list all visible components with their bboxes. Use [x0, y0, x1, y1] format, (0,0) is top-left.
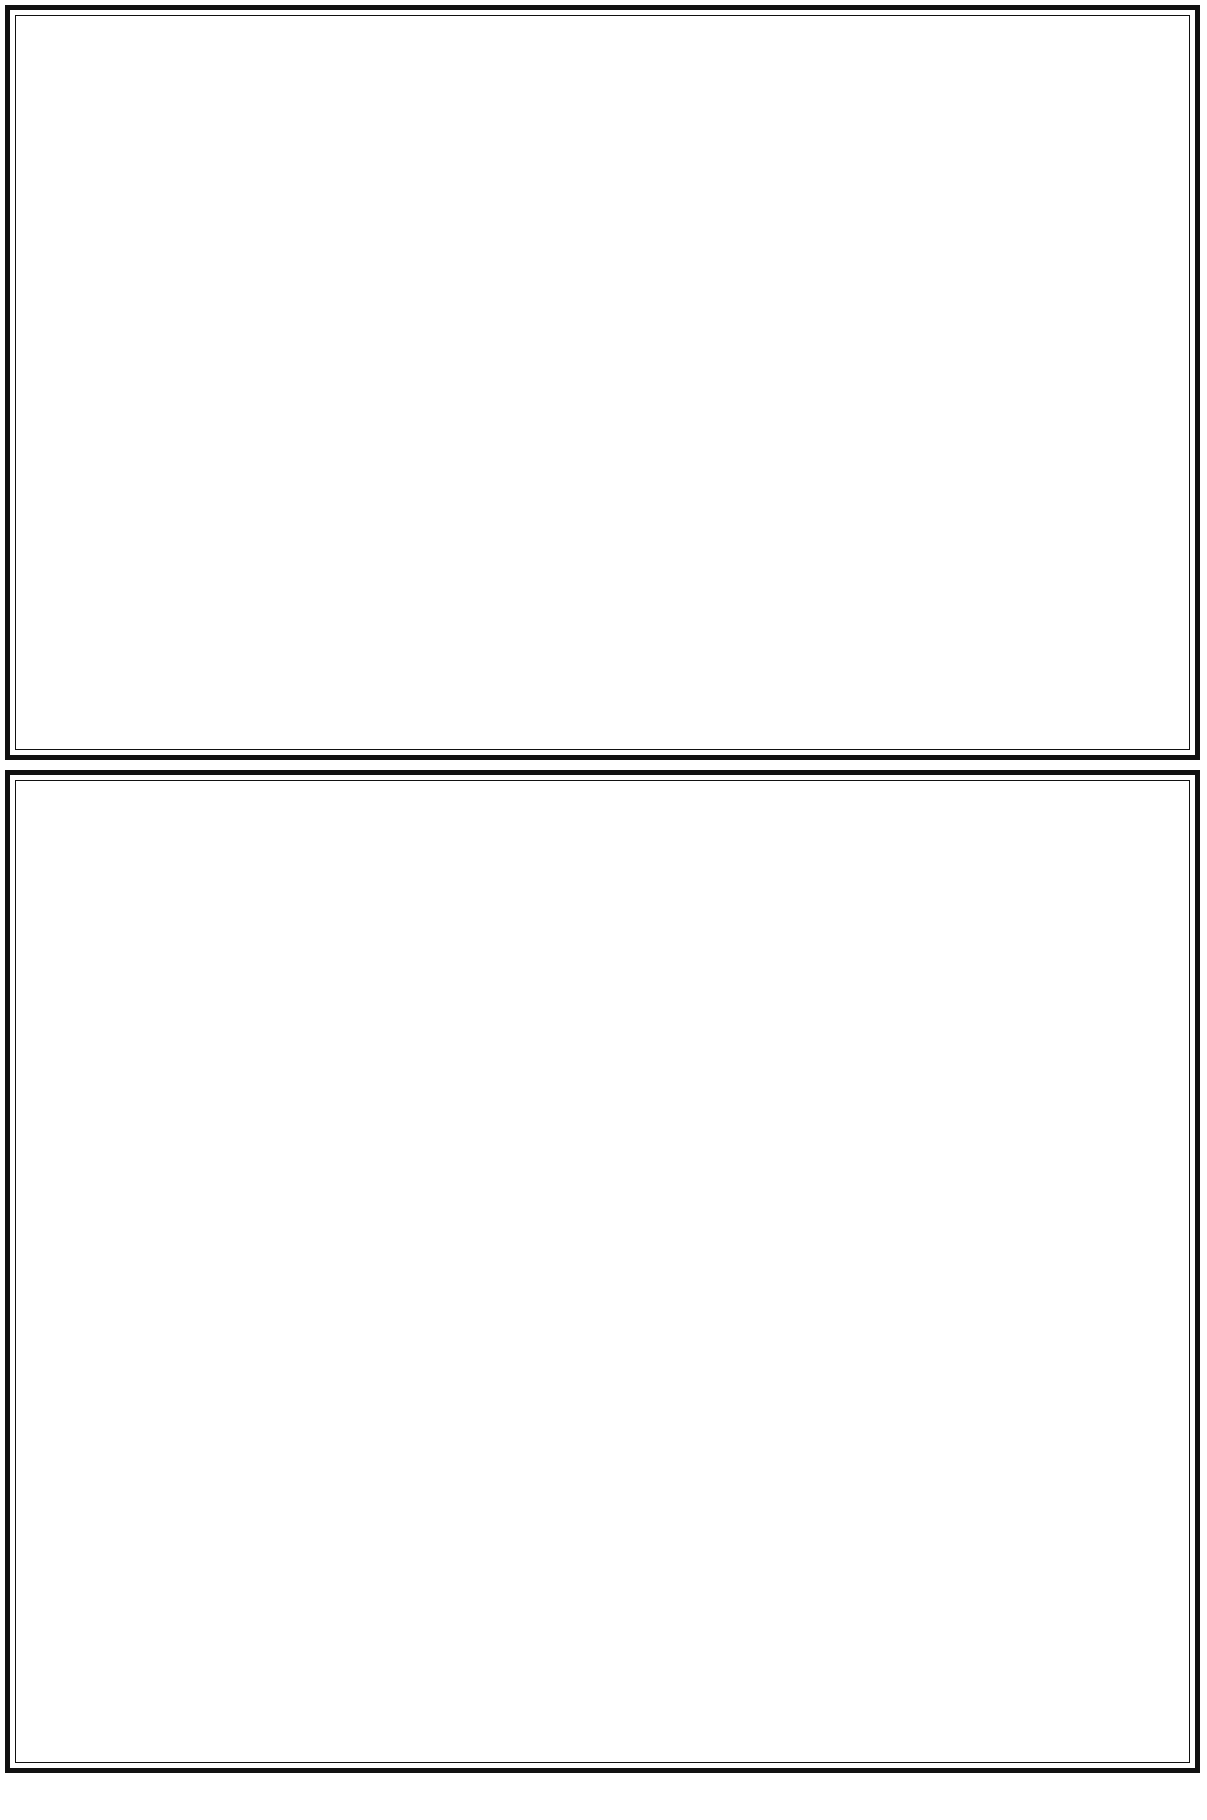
- top-page: [5, 5, 1200, 760]
- bottom-page: [5, 770, 1200, 1773]
- top-page-columns: [15, 15, 1190, 750]
- bottom-page-columns: [15, 780, 1190, 1763]
